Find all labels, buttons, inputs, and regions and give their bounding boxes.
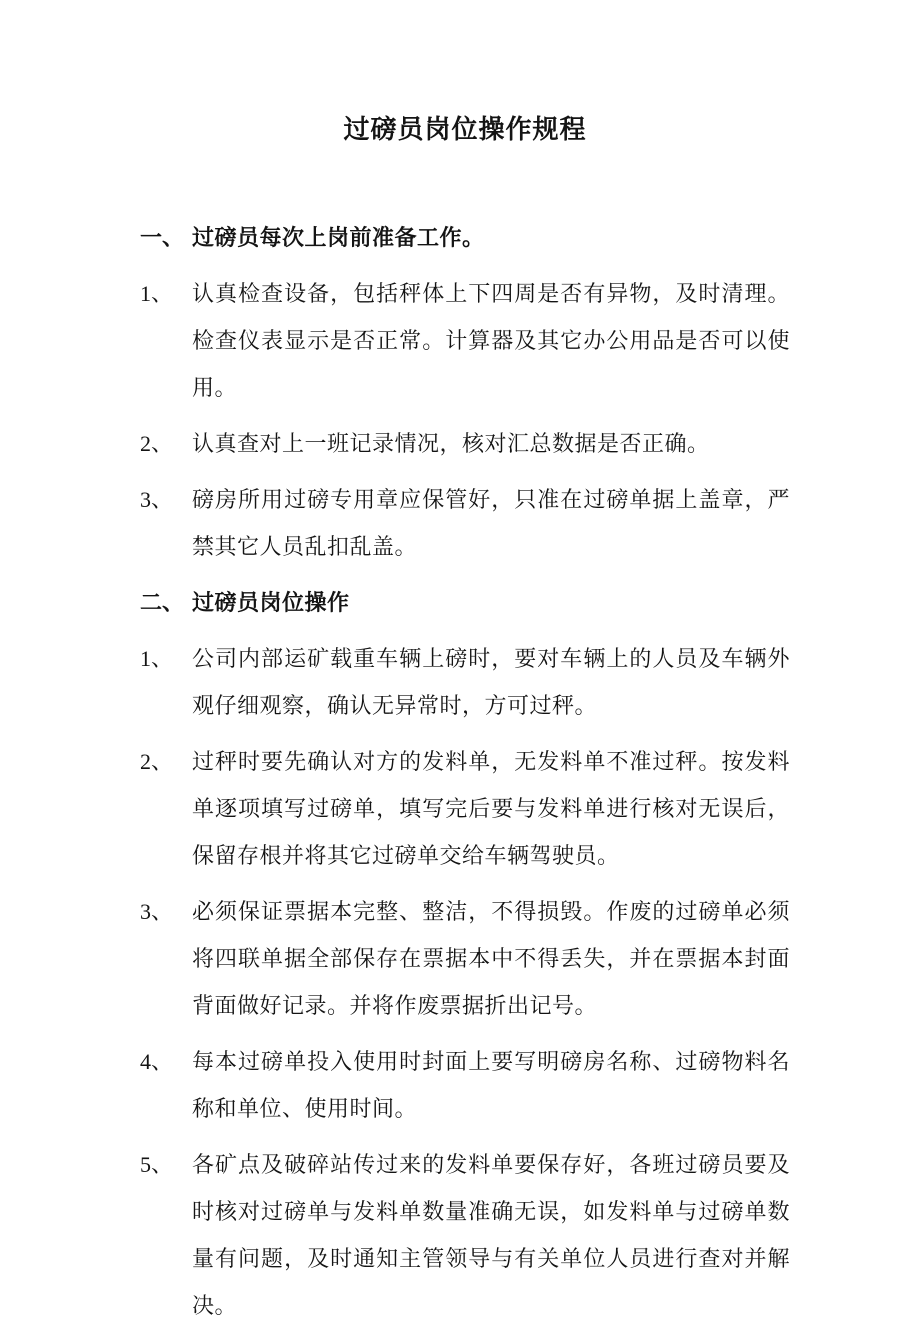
section-heading-1: [140, 214, 790, 261]
item-number: 4、: [140, 1049, 174, 1074]
section-heading-text: 过磅员每次上岗前准备工作。: [192, 225, 485, 250]
list-item: [140, 635, 790, 729]
section-heading-2: [140, 579, 790, 626]
item-text: 公司内部运矿载重车辆上磅时，要对车辆上的人员及车辆外观仔细观察，确认无异常时，方可过秤。: [192, 646, 790, 718]
item-text: 过秤时要先确认对方的发料单，无发料单不准过秤。按发料单逐项填写过磅单，填写完后要与发料单进行核对无误后，保留存根并将其它过磅单交给车辆驾驶员。: [192, 749, 790, 868]
item-number: 5、: [140, 1152, 174, 1177]
item-text: 每本过磅单投入使用时封面上要写明磅房名称、过磅物料名称和单位、使用时间。: [192, 1049, 790, 1121]
item-text: 必须保证票据本完整、整洁，不得损毁。作废的过磅单必须将四联单据全部保存在票据本中不得丢失，并在票据本封面背面做好记录。并将作废票据折出记号。: [192, 899, 790, 1018]
list-item: [140, 476, 790, 570]
item-number: 1、: [140, 646, 174, 671]
item-number: 2、: [140, 749, 174, 774]
item-number: 1、: [140, 281, 174, 306]
item-text: 磅房所用过磅专用章应保管好，只准在过磅单据上盖章，严禁其它人员乱扣乱盖。: [192, 487, 790, 559]
item-number: 2、: [140, 431, 174, 456]
section-heading-text: 过磅员岗位操作: [192, 590, 350, 615]
item-text: 认真检查设备，包括秤体上下四周是否有异物，及时清理。检查仪表显示是否正常。计算器及其它办公用品是否可以使用。: [192, 281, 790, 400]
item-number: 3、: [140, 487, 174, 512]
list-item: [140, 1141, 790, 1329]
list-item: [140, 270, 790, 411]
list-item: [140, 420, 790, 467]
item-number: 3、: [140, 899, 174, 924]
list-item: [140, 888, 790, 1029]
section-number: 二、: [140, 590, 185, 615]
section-number: 一、: [140, 225, 185, 250]
item-text: 认真查对上一班记录情况，核对汇总数据是否正确。: [192, 431, 710, 456]
list-item: [140, 1038, 790, 1132]
item-text: 各矿点及破碎站传过来的发料单要保存好，各班过磅员要及时核对过磅单与发料单数量准确无误，如发料单与过磅单数量有问题，及时通知主管领导与有关单位人员进行查对并解决。: [192, 1152, 790, 1318]
page-title: 过磅员岗位操作规程: [343, 115, 587, 144]
list-item: [140, 738, 790, 879]
